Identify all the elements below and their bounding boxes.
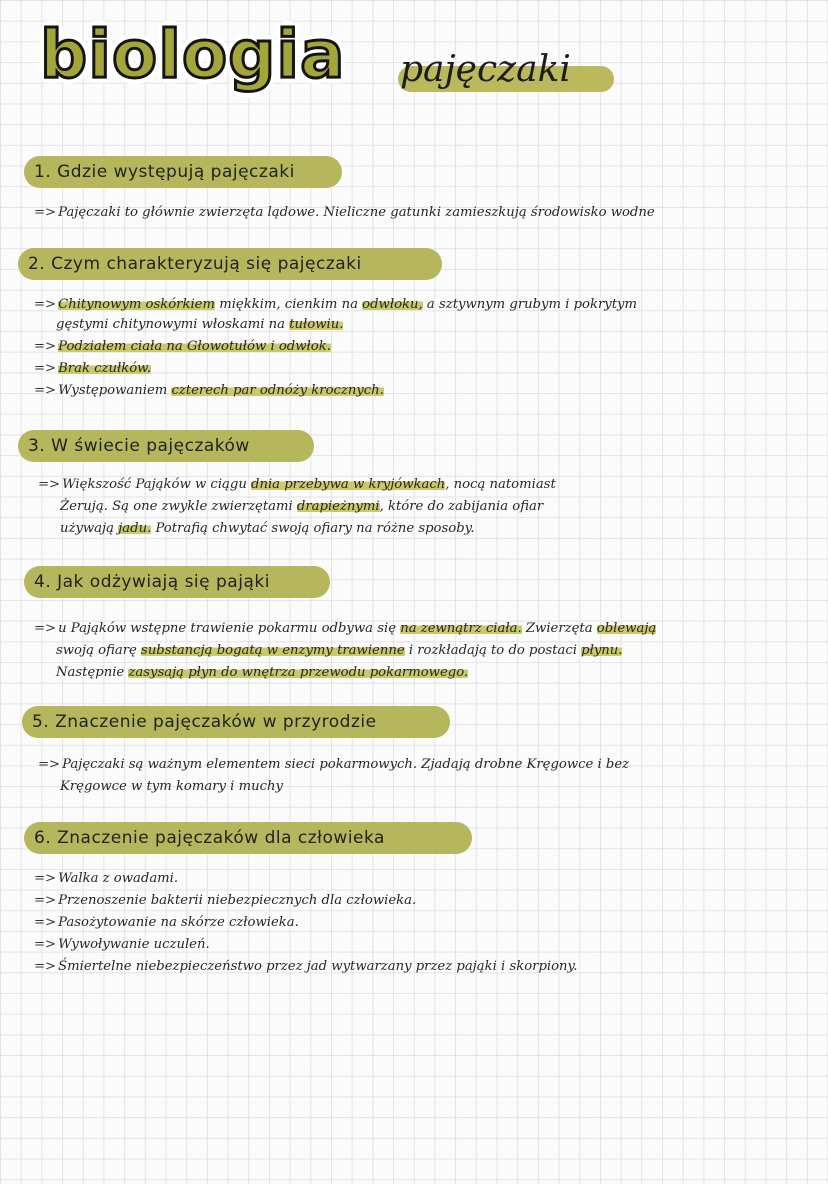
text-segment: Większość Pająków w ciągu	[62, 477, 252, 492]
text-segment: gęstymi chitynowymi włoskami na	[56, 317, 290, 332]
highlighted-text: dnia przebywa w kryjówkach	[251, 477, 446, 492]
section-5-line	[60, 776, 283, 797]
highlighted-text: substancją bogatą w enzymy trawienne	[141, 643, 405, 658]
text-segment: Przenoszenie bakterii niebezpiecznych dla człowieka.	[58, 893, 417, 908]
section-4-line	[34, 618, 656, 639]
text-segment: Potrafią chwytać swoją ofiary na różne sposoby.	[151, 521, 475, 536]
text-segment: Zwierzęta	[521, 621, 597, 636]
arrow-icon: =>	[34, 297, 57, 312]
text-segment: i rozkładają to do postaci	[404, 643, 582, 658]
arrow-icon: =>	[34, 621, 57, 636]
section-6-line	[34, 934, 210, 955]
section-3-heading: 3. W świecie pajęczaków	[18, 430, 314, 462]
text-segment: Następnie	[56, 665, 129, 680]
text-segment: używają	[60, 521, 119, 536]
text-segment: Pajęczaki to głównie zwierzęta lądowe. Nieliczne gatunki zamieszkują środowisko wodne	[58, 205, 655, 220]
section-3-line	[60, 518, 475, 539]
text-segment: swoją ofiarę	[56, 643, 142, 658]
arrow-icon: =>	[34, 361, 57, 376]
highlighted-text: Brak czułków.	[58, 361, 152, 376]
text-segment: , nocą natomiast	[445, 477, 556, 492]
page-title: biologia	[40, 16, 346, 93]
highlighted-text: zasysają płyn do wnętrza przewodu pokarmowego.	[128, 665, 469, 680]
section-6-line	[34, 956, 577, 977]
highlighted-text: płynu.	[581, 643, 623, 658]
section-5-heading: 5. Znaczenie pajęczaków w przyrodzie	[22, 706, 450, 738]
text-segment: Kręgowce w tym komary i muchy	[60, 779, 283, 794]
text-segment: Żerują. Są one zwykle zwierzętami	[60, 499, 297, 514]
text-segment: Pajęczaki są ważnym elementem sieci pokarmowych. Zjadają drobne Kręgowce i bez	[62, 757, 630, 772]
text-segment: , które do zabijania ofiar	[379, 499, 544, 514]
section-4-heading: 4. Jak odżywiają się pająki	[24, 566, 330, 598]
page-subtitle: pajęczaki	[400, 49, 571, 90]
section-6-line	[34, 868, 178, 889]
arrow-icon: =>	[38, 477, 61, 492]
highlighted-text: oblewają	[596, 621, 657, 636]
section-1-line	[34, 202, 655, 223]
section-2-line	[34, 336, 331, 357]
section-4-line	[56, 640, 622, 661]
section-4-line	[56, 662, 468, 683]
text-segment: Pasożytowanie na skórze człowieka.	[58, 915, 299, 930]
highlighted-text: Chitynowym oskórkiem	[58, 297, 215, 312]
arrow-icon: =>	[34, 937, 57, 952]
text-segment: miękkim, cienkim na	[215, 297, 363, 312]
arrow-icon: =>	[34, 959, 57, 974]
text-segment: a sztywnym grubym i pokrytym	[422, 297, 637, 312]
highlighted-text: Podziałem ciała na Głowotułów i odwłok.	[58, 339, 331, 354]
arrow-icon: =>	[38, 757, 61, 772]
section-3-line	[38, 474, 556, 495]
section-2-line	[34, 380, 384, 401]
arrow-icon: =>	[34, 205, 57, 220]
section-6-heading: 6. Znaczenie pajęczaków dla człowieka	[24, 822, 472, 854]
section-2-heading: 2. Czym charakteryzują się pajęczaki	[18, 248, 442, 280]
text-segment: Śmiertelne niebezpieczeństwo przez jad wytwarzany przez pająki i skorpiony.	[58, 959, 578, 974]
text-segment: Występowaniem	[58, 383, 172, 398]
arrow-icon: =>	[34, 383, 57, 398]
highlighted-text: jadu.	[118, 521, 152, 536]
arrow-icon: =>	[34, 915, 57, 930]
highlighted-text: na zewnątrz ciała.	[400, 621, 522, 636]
section-2-line	[34, 294, 637, 315]
arrow-icon: =>	[34, 893, 57, 908]
section-6-line	[34, 912, 299, 933]
text-segment: Walka z owadami.	[58, 871, 179, 886]
highlighted-text: drapieżnymi	[296, 499, 380, 514]
section-1-heading: 1. Gdzie występują pajęczaki	[24, 156, 342, 188]
section-3-line	[60, 496, 543, 517]
section-2-line	[34, 358, 151, 379]
highlighted-text: tułowiu.	[289, 317, 344, 332]
highlighted-text: odwłoku,	[362, 297, 423, 312]
section-5-line	[38, 754, 629, 775]
section-6-line	[34, 890, 416, 911]
highlighted-text: czterech par odnóży krocznych.	[171, 383, 384, 398]
arrow-icon: =>	[34, 339, 57, 354]
arrow-icon: =>	[34, 871, 57, 886]
text-segment: u Pająków wstępne trawienie pokarmu odbywa się	[58, 621, 401, 636]
text-segment: Wywoływanie uczuleń.	[58, 937, 210, 952]
section-2-line	[56, 314, 343, 335]
